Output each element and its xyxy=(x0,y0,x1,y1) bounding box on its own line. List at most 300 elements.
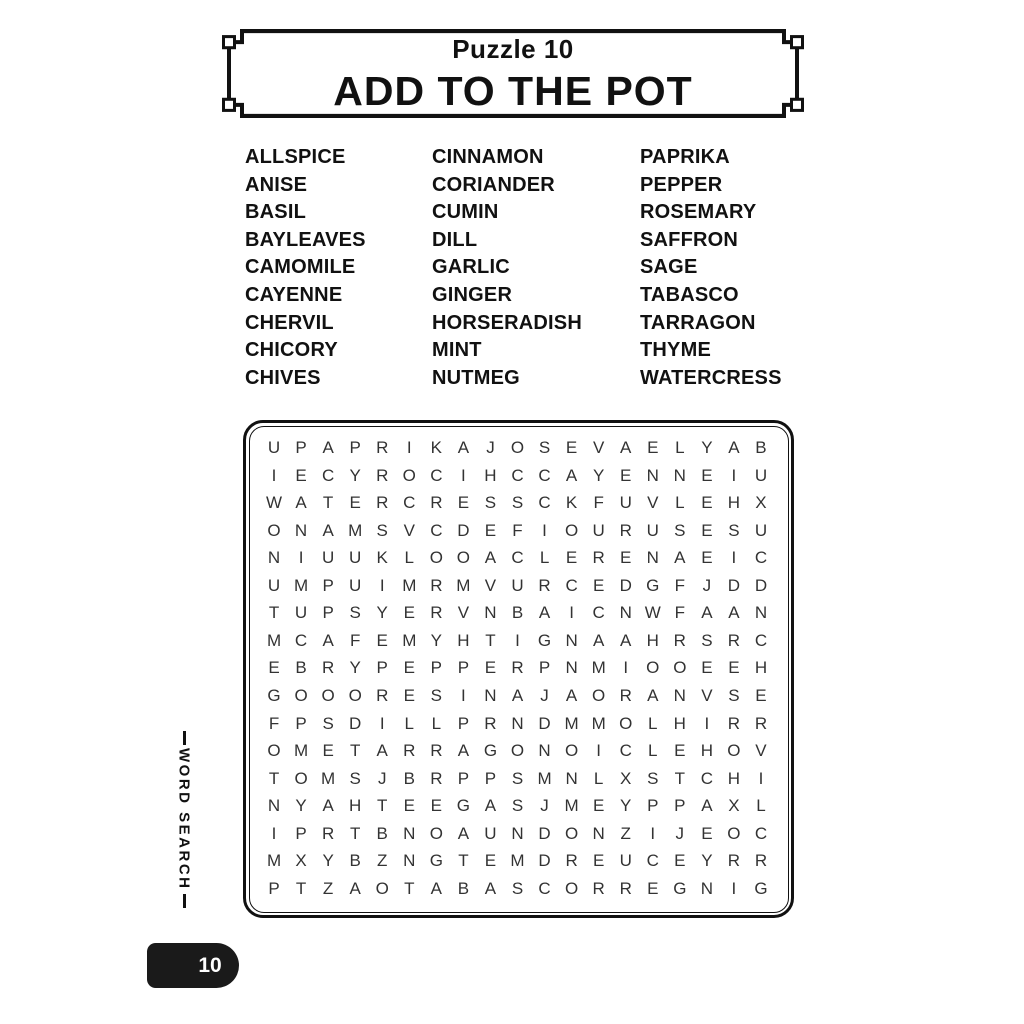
grid-letter: C xyxy=(403,493,416,513)
grid-letter: O xyxy=(727,823,741,843)
grid-letter: N xyxy=(565,768,578,788)
grid-letter: D xyxy=(727,575,741,595)
grid-letter: S xyxy=(701,630,713,650)
grid-letter: A xyxy=(511,686,524,706)
grid-letter: T xyxy=(268,603,280,623)
grid-letter: S xyxy=(728,520,740,540)
grid-letter: P xyxy=(538,658,551,678)
word: ALLSPICE xyxy=(245,146,346,168)
grid-letter: N xyxy=(700,878,713,898)
grid-letter: P xyxy=(268,878,280,898)
grid-letter: A xyxy=(674,548,686,568)
word: NUTMEG xyxy=(432,366,520,389)
grid-letter: O xyxy=(564,741,579,761)
grid-letter: N xyxy=(511,823,524,843)
grid-letter: R xyxy=(376,493,389,513)
grid-letter: D xyxy=(754,575,768,595)
grid-letter: I xyxy=(569,603,574,623)
grid-letter: L xyxy=(593,768,604,788)
grid-letter: K xyxy=(565,493,578,513)
grid-letter: Z xyxy=(620,823,631,843)
grid-letter: I xyxy=(731,548,737,568)
grid-letter: N xyxy=(646,548,659,568)
grid-letter: N xyxy=(754,603,768,623)
grid-letter: B xyxy=(349,851,361,871)
grid-letter: R xyxy=(538,575,551,595)
grid-letter: E xyxy=(647,438,659,458)
grid-letter: E xyxy=(430,796,442,816)
grid-letter: I xyxy=(650,823,656,843)
page-number: 10 xyxy=(198,953,222,977)
grid-letter: Z xyxy=(377,851,388,871)
grid-letter: K xyxy=(430,438,442,458)
grid-letter: S xyxy=(511,493,524,513)
word: PEPPER xyxy=(640,173,723,196)
grid-letter: A xyxy=(701,796,713,816)
grid-letter: I xyxy=(542,520,547,540)
grid-letter: T xyxy=(349,741,361,761)
grid-letter: E xyxy=(701,548,713,568)
grid-letter: P xyxy=(484,768,497,788)
grid-letter: M xyxy=(456,575,471,595)
grid-letter: A xyxy=(620,630,632,650)
grid-letter: L xyxy=(756,796,766,816)
grid-letter: R xyxy=(592,878,605,898)
grid-letter: C xyxy=(754,823,768,843)
grid-letter: I xyxy=(731,878,737,898)
grid-letter: C xyxy=(294,630,308,650)
grid-letter: R xyxy=(430,768,443,788)
grid-letter: F xyxy=(512,520,523,540)
grid-letter: X xyxy=(728,796,740,816)
grid-letter: I xyxy=(379,575,385,595)
grid-letter: Y xyxy=(295,796,307,816)
grid-letter: L xyxy=(404,548,415,568)
grid-letter: R xyxy=(403,741,416,761)
grid-letter: E xyxy=(268,658,280,678)
word: TABASCO xyxy=(640,283,739,306)
grid-letter: R xyxy=(727,713,741,733)
grid-letter: Z xyxy=(322,878,334,898)
grid-letter: O xyxy=(429,823,443,843)
grid-letter: T xyxy=(322,493,334,513)
grid-letter: E xyxy=(592,851,605,871)
grid-letter: B xyxy=(295,658,307,678)
grid-letter: D xyxy=(457,520,470,540)
grid-letter: I xyxy=(704,713,710,733)
grid-letter: U xyxy=(592,520,605,540)
grid-letter: H xyxy=(349,796,362,816)
letter-grid-frame xyxy=(243,420,794,918)
grid-letter: U xyxy=(619,851,632,871)
grid-letter: Y xyxy=(592,465,605,485)
grid-letter: A xyxy=(565,686,578,706)
grid-letter: V xyxy=(457,603,470,623)
puzzle-title-banner xyxy=(218,27,808,120)
grid-letter: I xyxy=(596,741,602,761)
grid-letter: E xyxy=(592,575,605,595)
grid-letter: T xyxy=(295,878,307,898)
grid-letter: J xyxy=(540,686,549,706)
grid-letter: R xyxy=(619,878,632,898)
grid-letter: E xyxy=(403,796,415,816)
grid-letter: W xyxy=(266,493,283,513)
grid-letter: S xyxy=(376,520,388,540)
grid-letter: H xyxy=(727,493,741,513)
grid-letter: U xyxy=(646,520,659,540)
grid-letter: R xyxy=(619,686,632,706)
grid-letter: P xyxy=(457,768,470,788)
grid-letter: A xyxy=(349,878,361,898)
grid-letter: J xyxy=(377,768,387,788)
grid-letter: O xyxy=(564,520,579,540)
grid-letter: C xyxy=(511,465,524,485)
grid-letter: Y xyxy=(701,851,713,871)
grid-letter: O xyxy=(727,741,741,761)
word: BAYLEAVES xyxy=(245,228,366,251)
grid-letter: C xyxy=(430,465,443,485)
grid-letter: T xyxy=(268,768,280,788)
grid-letter: N xyxy=(565,630,578,650)
grid-letter: E xyxy=(349,493,361,513)
grid-letter: S xyxy=(430,686,442,706)
grid-letter: M xyxy=(266,630,282,650)
grid-letter: N xyxy=(565,658,578,678)
grid-letter: G xyxy=(646,575,660,595)
word: GARLIC xyxy=(432,256,510,279)
grid-letter: R xyxy=(430,603,443,623)
grid-letter: C xyxy=(538,878,551,898)
grid-letter: N xyxy=(619,603,632,623)
word: CINNAMON xyxy=(432,146,544,168)
grid-letter: A xyxy=(620,438,632,458)
grid-letter: A xyxy=(565,465,578,485)
grid-letter: A xyxy=(430,878,442,898)
grid-letter: D xyxy=(538,851,551,871)
grid-letter: E xyxy=(565,438,578,458)
puzzle-number-label: Puzzle 10 xyxy=(452,34,574,64)
grid-letter: O xyxy=(294,768,308,788)
grid-letter: T xyxy=(377,796,388,816)
grid-letter: Y xyxy=(430,630,442,650)
grid-letter: R xyxy=(619,520,632,540)
grid-letter: P xyxy=(349,438,361,458)
grid-letter: A xyxy=(457,823,470,843)
grid-letter: T xyxy=(458,851,469,871)
grid-letter: O xyxy=(267,741,281,761)
grid-letter: C xyxy=(646,851,659,871)
word: SAGE xyxy=(640,256,698,279)
grid-letter: U xyxy=(349,575,362,595)
grid-letter: N xyxy=(267,796,281,816)
grid-letter: M xyxy=(293,575,309,595)
sidebar-rule-top xyxy=(183,731,186,745)
grid-letter: N xyxy=(403,851,416,871)
grid-letter: O xyxy=(564,878,579,898)
grid-letter: S xyxy=(728,686,740,706)
grid-letter: J xyxy=(702,575,712,595)
grid-letter: U xyxy=(294,603,308,623)
grid-letter: A xyxy=(701,603,713,623)
grid-letter: N xyxy=(267,548,281,568)
grid-letter: R xyxy=(321,658,335,678)
grid-letter: C xyxy=(754,548,768,568)
grid-letter: E xyxy=(484,658,497,678)
grid-letter: E xyxy=(295,465,307,485)
grid-letter: O xyxy=(402,465,416,485)
page-number-tab xyxy=(147,943,239,988)
grid-letter: I xyxy=(758,768,764,788)
word: ROSEMARY xyxy=(640,201,757,224)
grid-letter: G xyxy=(483,741,498,761)
grid-letter: E xyxy=(728,658,740,678)
grid-letter: E xyxy=(322,741,334,761)
grid-letter: V xyxy=(647,493,659,513)
grid-letter: N xyxy=(511,713,524,733)
grid-letter: B xyxy=(511,603,524,623)
grid-letter: J xyxy=(675,823,685,843)
letter-grid xyxy=(249,426,789,913)
grid-letter: G xyxy=(673,878,687,898)
grid-letter: E xyxy=(376,630,388,650)
grid-letter: V xyxy=(403,520,415,540)
grid-letter: R xyxy=(673,630,686,650)
grid-letter: R xyxy=(430,493,443,513)
grid-letter: E xyxy=(484,851,497,871)
grid-letter: P xyxy=(457,713,470,733)
grid-letter: J xyxy=(486,438,495,458)
grid-letter: O xyxy=(348,686,362,706)
grid-letter: M xyxy=(564,796,579,816)
grid-letter: I xyxy=(623,658,629,678)
grid-letter: A xyxy=(484,878,497,898)
grid-letter: S xyxy=(322,713,334,733)
grid-letter: K xyxy=(376,548,388,568)
grid-letter: R xyxy=(754,713,768,733)
word: WATERCRESS xyxy=(640,366,782,389)
grid-letter: W xyxy=(644,603,661,623)
grid-letter: C xyxy=(321,465,335,485)
grid-letter: N xyxy=(673,465,686,485)
word: HORSERADISH xyxy=(432,311,582,334)
grid-letter: H xyxy=(457,630,470,650)
grid-letter: C xyxy=(511,548,524,568)
grid-letter: O xyxy=(619,713,633,733)
grid-letter: O xyxy=(267,520,281,540)
grid-letter: O xyxy=(564,823,579,843)
grid-letter: A xyxy=(295,493,307,513)
grid-letter: E xyxy=(620,548,632,568)
grid-letter: S xyxy=(538,438,551,458)
word: THYME xyxy=(640,339,711,362)
grid-letter: D xyxy=(619,575,632,595)
grid-letter: H xyxy=(484,465,497,485)
word: BASIL xyxy=(245,201,306,224)
grid-letter: H xyxy=(700,741,713,761)
word: MINT xyxy=(432,339,482,362)
grid-letter: O xyxy=(375,878,389,898)
grid-letter: B xyxy=(376,823,388,843)
grid-letter: U xyxy=(267,575,281,595)
grid-letter: R xyxy=(511,658,524,678)
grid-letter: U xyxy=(754,520,768,540)
grid-letter: P xyxy=(457,658,470,678)
grid-letter: E xyxy=(620,465,632,485)
word-list-column-3 xyxy=(640,144,782,392)
grid-letter: U xyxy=(484,823,497,843)
word: CAMOMILE xyxy=(245,256,356,279)
grid-letter: M xyxy=(564,713,579,733)
word: CHICORY xyxy=(245,339,338,362)
grid-letter: P xyxy=(674,796,686,816)
grid-letter: A xyxy=(728,438,740,458)
grid-letter: I xyxy=(731,465,737,485)
grid-letter: P xyxy=(295,438,307,458)
grid-letter: L xyxy=(431,713,442,733)
grid-letter: O xyxy=(646,658,660,678)
grid-letter: V xyxy=(484,575,497,595)
grid-letter: I xyxy=(298,548,304,568)
grid-letter: M xyxy=(321,768,336,788)
grid-letter: N xyxy=(646,465,659,485)
grid-letter: R xyxy=(754,851,768,871)
grid-letter: A xyxy=(376,741,388,761)
grid-letter: A xyxy=(457,741,470,761)
grid-letter: L xyxy=(648,713,658,733)
grid-letter: A xyxy=(647,686,659,706)
grid-letter: D xyxy=(538,713,551,733)
grid-letter: U xyxy=(321,548,335,568)
banner-text xyxy=(218,27,808,120)
grid-letter: N xyxy=(403,823,416,843)
grid-letter: E xyxy=(701,520,713,540)
grid-letter: A xyxy=(322,630,334,650)
grid-letter: I xyxy=(461,465,466,485)
grid-letter: Y xyxy=(349,658,361,678)
word: GINGER xyxy=(432,283,513,306)
grid-letter: M xyxy=(591,713,606,733)
grid-letter: O xyxy=(673,658,687,678)
grid-letter: M xyxy=(591,658,606,678)
grid-letter: P xyxy=(376,658,388,678)
grid-letter: H xyxy=(673,713,686,733)
grid-letter: Y xyxy=(349,465,361,485)
word: PAPRIKA xyxy=(640,146,730,168)
grid-letter: O xyxy=(321,686,335,706)
grid-letter: Y xyxy=(701,438,713,458)
grid-letter: C xyxy=(754,630,768,650)
grid-letter: R xyxy=(376,686,389,706)
grid-letter: N xyxy=(294,520,308,540)
grid-letter: S xyxy=(511,878,524,898)
grid-letter: I xyxy=(271,823,277,843)
grid-letter: F xyxy=(349,630,361,650)
grid-letter: A xyxy=(728,603,740,623)
word: DILL xyxy=(432,228,478,251)
word: CHERVIL xyxy=(245,311,334,334)
grid-letter: R xyxy=(565,851,578,871)
grid-letter: A xyxy=(322,520,334,540)
grid-letter: T xyxy=(349,823,361,843)
grid-letter: U xyxy=(511,575,524,595)
grid-letter: S xyxy=(647,768,659,788)
grid-letter: F xyxy=(593,493,604,513)
grid-letter: A xyxy=(322,796,334,816)
grid-letter: G xyxy=(429,851,443,871)
grid-letter: S xyxy=(349,768,361,788)
word: SAFFRON xyxy=(640,228,739,251)
grid-letter: X xyxy=(620,768,632,788)
grid-letter: Y xyxy=(620,796,632,816)
grid-letter: R xyxy=(727,851,741,871)
grid-letter: E xyxy=(701,823,713,843)
sidebar xyxy=(170,731,198,911)
grid-letter: A xyxy=(538,603,551,623)
word: CAYENNE xyxy=(245,283,343,306)
grid-letter: V xyxy=(755,741,767,761)
grid-letter: A xyxy=(457,438,470,458)
grid-letter: R xyxy=(321,823,335,843)
grid-letter: N xyxy=(538,741,551,761)
grid-letter: R xyxy=(376,438,389,458)
grid-letter: N xyxy=(484,686,497,706)
grid-letter: P xyxy=(295,713,307,733)
grid-letter: L xyxy=(675,438,685,458)
word: CHIVES xyxy=(245,366,321,389)
grid-letter: M xyxy=(402,630,417,650)
grid-letter: O xyxy=(510,741,525,761)
grid-letter: U xyxy=(349,548,362,568)
grid-letter: C xyxy=(565,575,578,595)
grid-letter: M xyxy=(537,768,552,788)
word: ANISE xyxy=(245,173,308,196)
grid-letter: E xyxy=(647,878,659,898)
grid-letter: F xyxy=(268,713,280,733)
grid-letter: R xyxy=(592,548,605,568)
grid-letter: B xyxy=(755,438,767,458)
grid-letter: U xyxy=(619,493,632,513)
grid-letter: E xyxy=(674,851,686,871)
grid-letter: O xyxy=(456,548,470,568)
grid-letter: E xyxy=(457,493,470,513)
grid-letter: S xyxy=(674,520,686,540)
grid-letter: L xyxy=(539,548,550,568)
grid-letter: O xyxy=(294,686,308,706)
grid-letter: A xyxy=(592,630,605,650)
grid-letter: M xyxy=(402,575,417,595)
grid-letter: D xyxy=(538,823,551,843)
grid-letter: U xyxy=(754,465,768,485)
grid-letter: M xyxy=(266,851,282,871)
grid-letter: E xyxy=(755,686,767,706)
word-list-column-2 xyxy=(432,144,582,392)
grid-letter: E xyxy=(592,796,605,816)
grid-letter: S xyxy=(349,603,361,623)
grid-letter: E xyxy=(484,520,497,540)
grid-letter: C xyxy=(538,493,551,513)
grid-letter: G xyxy=(537,630,552,650)
grid-letter: C xyxy=(700,768,713,788)
grid-letter: F xyxy=(674,575,685,595)
grid-letter: M xyxy=(293,741,309,761)
grid-letter: R xyxy=(430,741,443,761)
grid-letter: E xyxy=(403,686,415,706)
grid-letter: B xyxy=(403,768,415,788)
grid-letter: D xyxy=(349,713,362,733)
grid-letter: I xyxy=(461,686,466,706)
grid-letter: I xyxy=(271,465,277,485)
grid-letter: L xyxy=(648,741,658,761)
